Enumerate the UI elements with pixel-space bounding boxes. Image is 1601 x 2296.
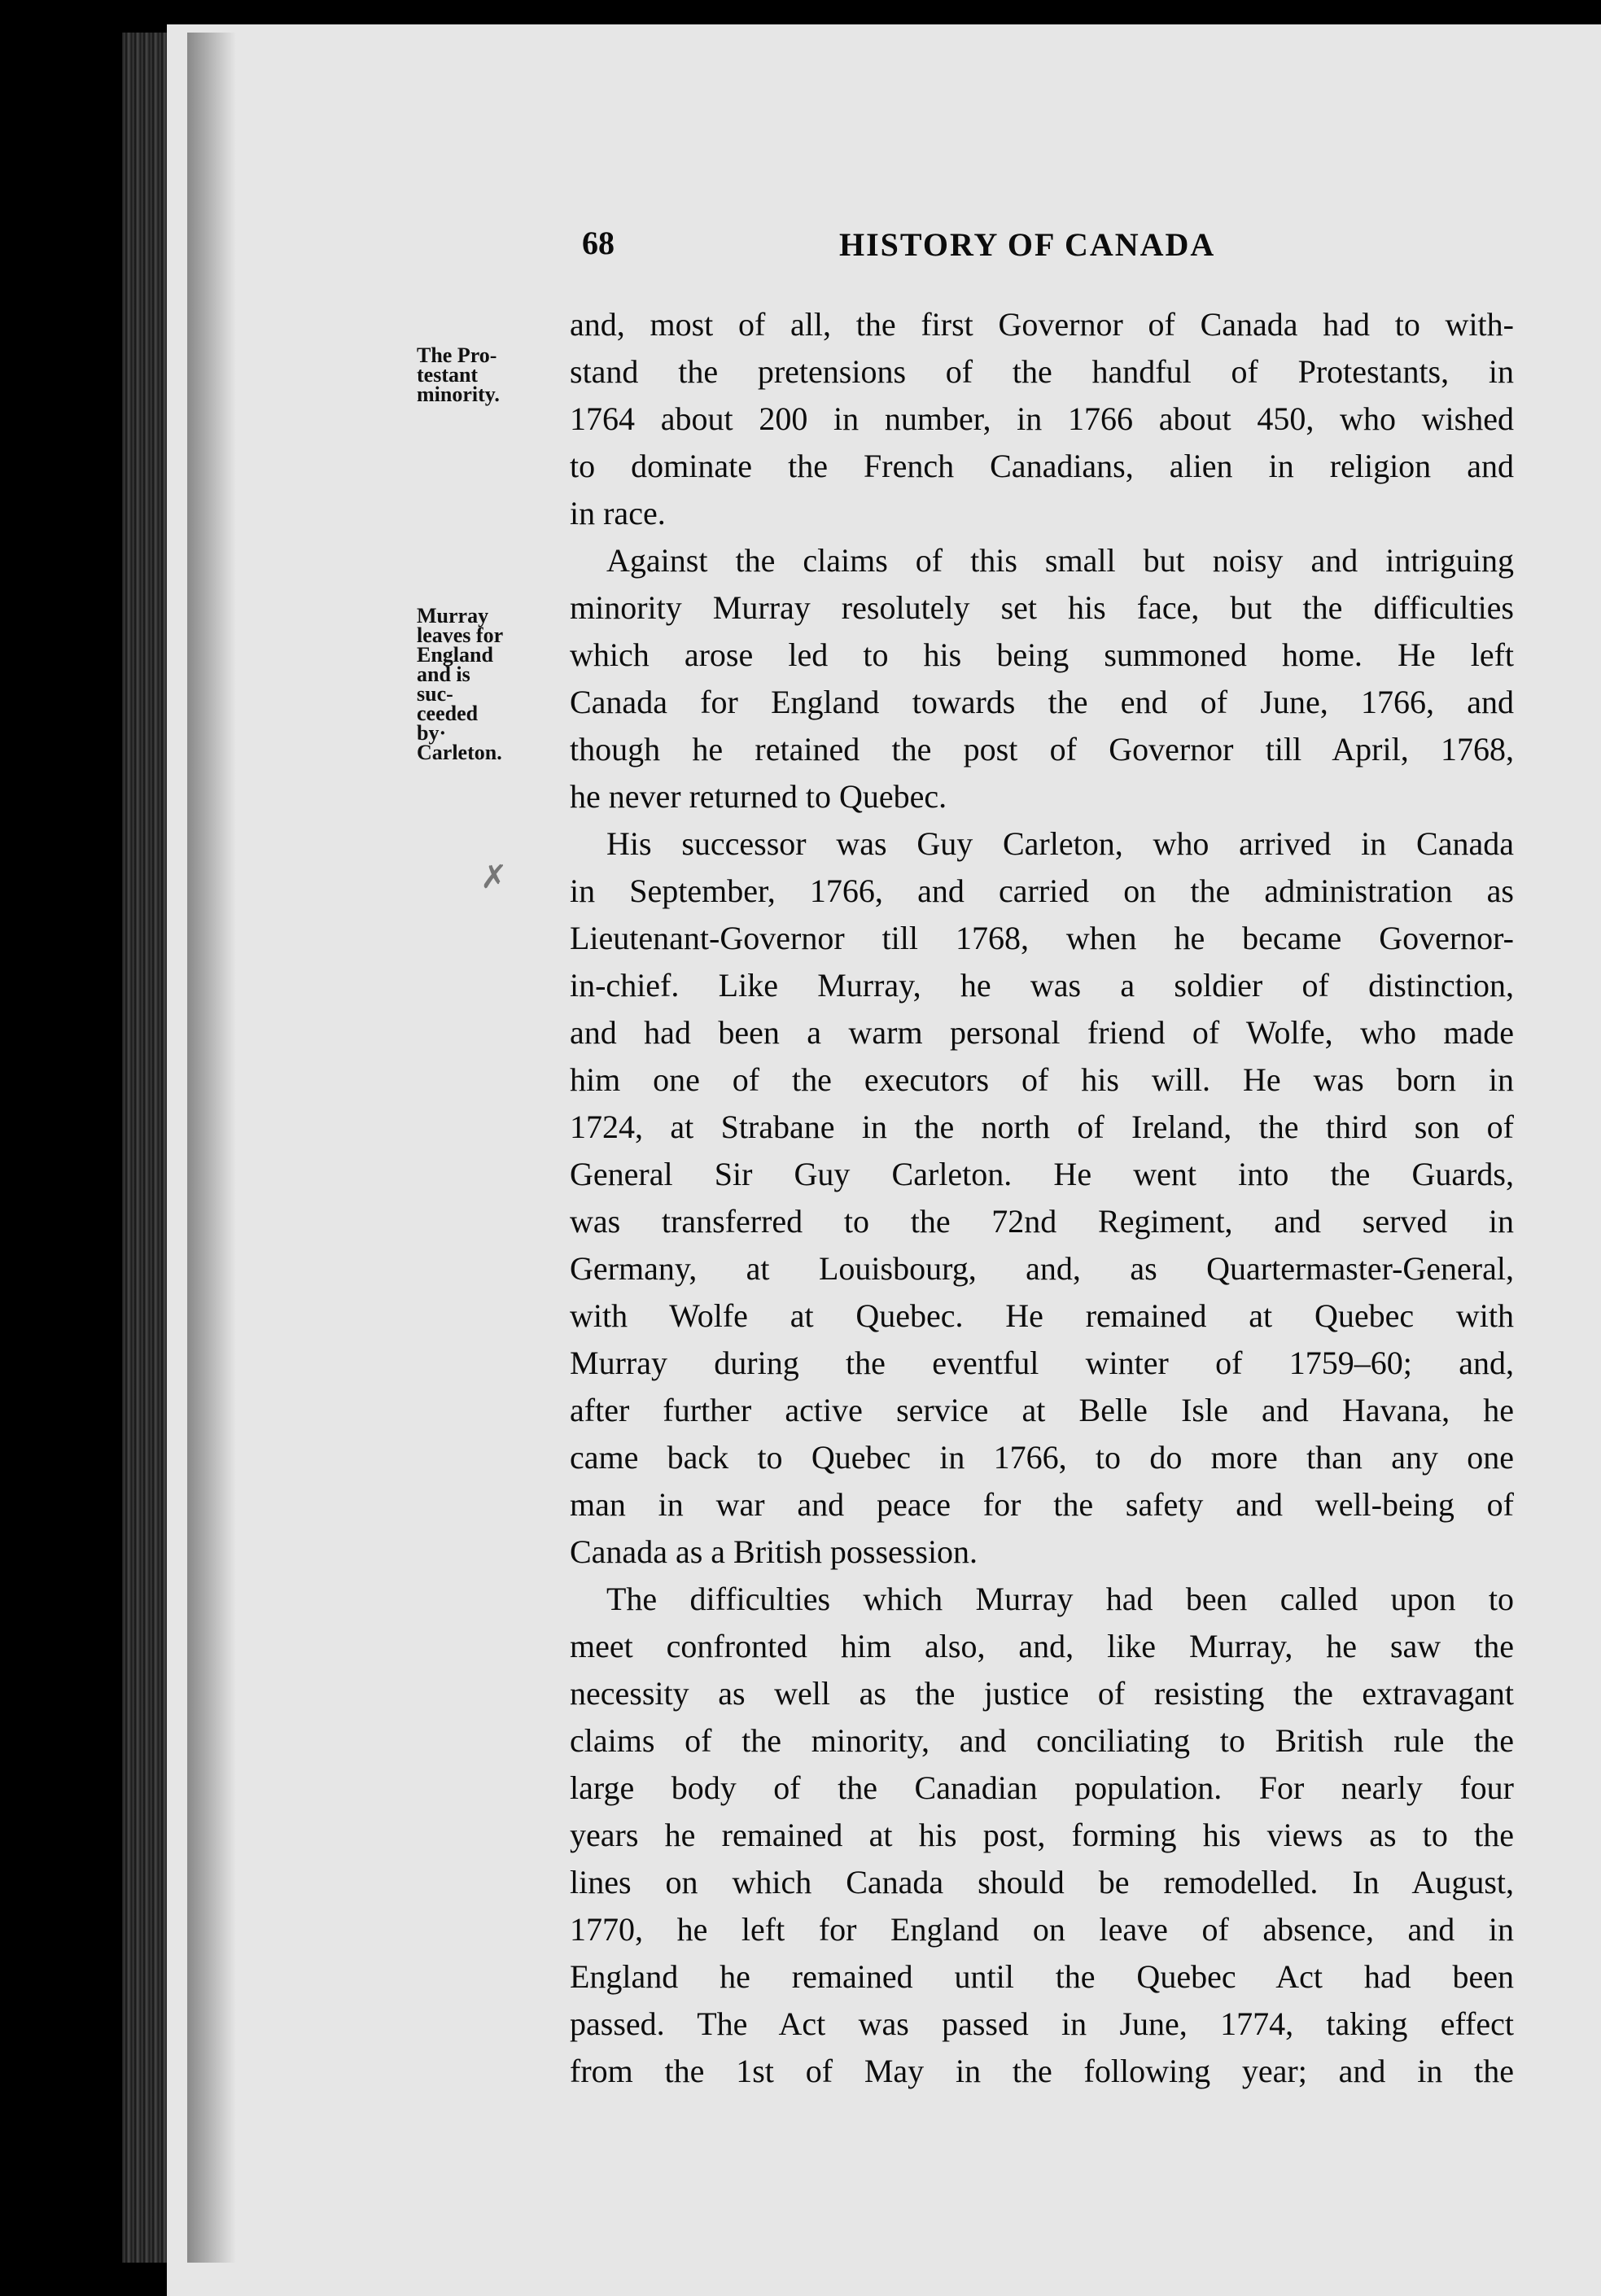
text-line: minority Murray resolutely set his face, but the difficulties xyxy=(570,589,1514,626)
text-line: General Sir Guy Carleton. He went into the Guards, xyxy=(570,1156,1514,1192)
text-line: 1724, at Strabane in the north of Ireland, the third son of xyxy=(570,1109,1514,1145)
text-line: with Wolfe at Quebec. He remained at Quebec with xyxy=(570,1297,1514,1334)
text-line: which arose led to his being summoned home. He left xyxy=(570,636,1514,673)
text-line: and had been a warm personal friend of Wolfe, who made xyxy=(570,1014,1514,1051)
text-line: in September, 1766, and carried on the administration as xyxy=(570,872,1514,909)
sidenote-line: The Pro- xyxy=(417,343,497,367)
sidenote-line: minority. xyxy=(417,383,500,406)
page-number: 68 xyxy=(582,225,615,261)
text-line: Lieutenant-Governor till 1768, when he became Governor- xyxy=(570,920,1514,956)
text-line: came back to Quebec in 1766, to do more than any one xyxy=(570,1439,1514,1476)
text-line: Canada for England towards the end of June, 1766, and xyxy=(570,684,1514,720)
sidenote-protestant-minority xyxy=(417,343,563,406)
text-line: stand the pretensions of the handful of Protestants, in xyxy=(570,353,1514,390)
paragraph xyxy=(570,1576,1514,2095)
sidenote-line: England xyxy=(417,643,493,667)
text-line: and, most of all, the first Governor of Canada had to with- xyxy=(570,306,1514,343)
running-title: HISTORY OF CANADA xyxy=(839,226,1216,263)
text-line: in race. xyxy=(570,495,666,531)
sidenote-line: leaves for xyxy=(417,623,504,647)
text-line: 1764 about 200 in number, in 1766 about 450, who wished xyxy=(570,400,1514,437)
text-line: man in war and peace for the safety and well-being of xyxy=(570,1486,1514,1523)
sidenote-line: ceeded xyxy=(417,702,479,725)
text-line: though he retained the post of Governor till April, 1768, xyxy=(570,731,1514,768)
text-line: from the 1st of May in the following year; and in the xyxy=(570,2053,1514,2089)
sidenote-line: suc- xyxy=(417,682,453,706)
text-line: passed. The Act was passed in June, 1774, taking effect xyxy=(570,2005,1514,2042)
sidenote-line: testant xyxy=(417,363,479,387)
sidenote-murray-leaves xyxy=(417,606,563,763)
text-line: after further active service at Belle Isle and Havana, he xyxy=(570,1392,1514,1428)
sidenote-line: Carleton. xyxy=(417,741,502,764)
paragraph xyxy=(570,301,1514,537)
body-text xyxy=(570,301,1514,2095)
text-line: England he remained until the Quebec Act had been xyxy=(570,1958,1514,1995)
text-line: 1770, he left for England on leave of absence, and in xyxy=(570,1911,1514,1948)
sidenote-line: Murray xyxy=(417,604,489,628)
text-line: Murray during the eventful winter of 1759–60; and, xyxy=(570,1345,1514,1381)
paragraph xyxy=(570,537,1514,820)
text-line: he never returned to Quebec. xyxy=(570,778,947,815)
sidenote-line: and is xyxy=(417,663,470,686)
text-line: Canada as a British possession. xyxy=(570,1533,978,1570)
text-line: Germany, at Louisbourg, and, as Quartermaster-General, xyxy=(570,1250,1514,1287)
text-line: meet confronted him also, and, like Murray, he saw the xyxy=(570,1628,1514,1664)
text-line: in-chief. Like Murray, he was a soldier of distinction, xyxy=(570,967,1514,1004)
text-line: His successor was Guy Carleton, who arrived in Canada xyxy=(606,825,1514,862)
text-line: years he remained at his post, forming his views as to the xyxy=(570,1817,1514,1853)
text-line: him one of the executors of his will. He was born in xyxy=(570,1061,1514,1098)
page-header xyxy=(582,224,1270,273)
margin-pencil-mark: ✗ xyxy=(480,859,508,896)
text-line: necessity as well as the justice of resisting the extravagant xyxy=(570,1675,1514,1712)
text-line: large body of the Canadian population. For nearly four xyxy=(570,1769,1514,1806)
text-line: claims of the minority, and conciliating to British rule the xyxy=(570,1722,1514,1759)
text-line: was transferred to the 72nd Regiment, and served in xyxy=(570,1203,1514,1240)
text-line: lines on which Canada should be remodelled. In August, xyxy=(570,1864,1514,1900)
text-line: to dominate the French Canadians, alien in religion and xyxy=(570,448,1514,484)
text-line: The difficulties which Murray had been called upon to xyxy=(606,1581,1514,1617)
gutter-shadow xyxy=(187,33,236,2263)
sidenote-line: by· xyxy=(417,721,447,745)
text-line: Against the claims of this small but noisy and intriguing xyxy=(606,542,1514,579)
paragraph xyxy=(570,820,1514,1576)
